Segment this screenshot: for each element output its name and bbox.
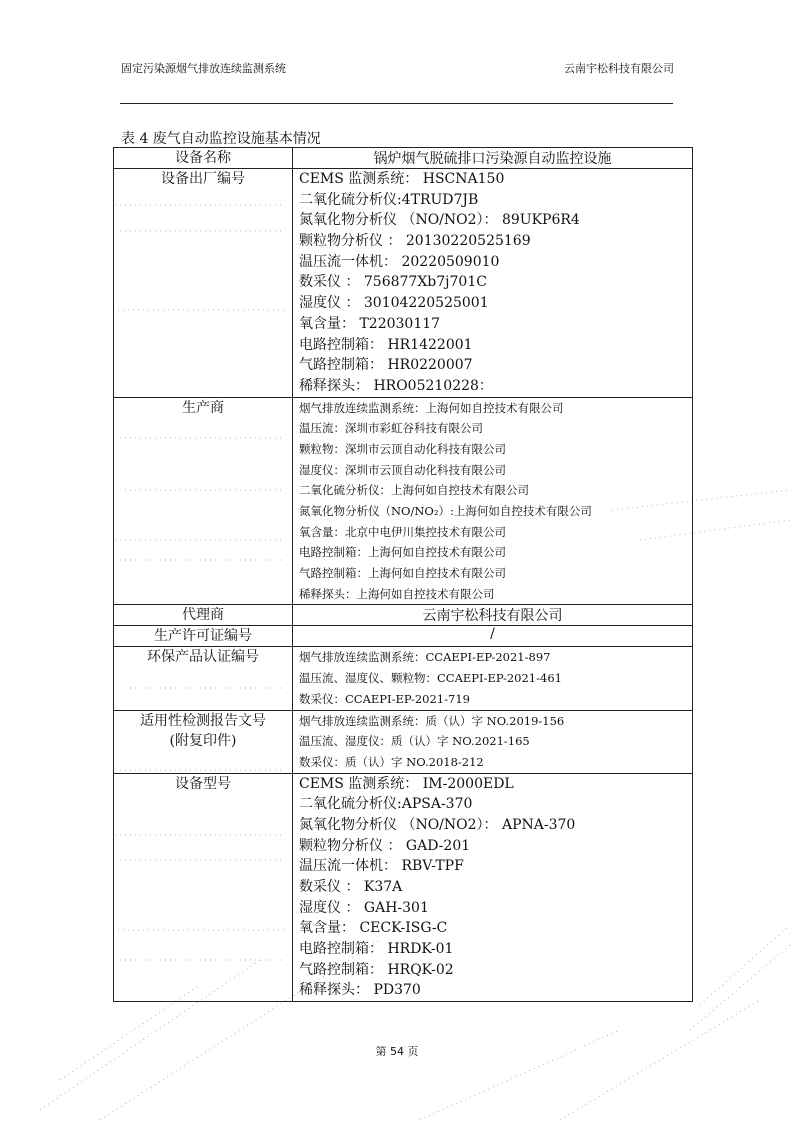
manufacturer-line: 氧含量：北京中电伊川集控技术有限公司 [299, 524, 506, 539]
model-line: 电路控制箱： HRDK-01 [299, 941, 454, 958]
serial-line: 温压流一体机： 20220509010 [299, 253, 500, 270]
label-license: 生产许可证编号 [114, 626, 293, 647]
value-license: / [293, 626, 693, 647]
report-line: 温压流、湿度仪：质（认）字 NO.2021-165 [299, 734, 530, 749]
model-line: 氧含量： CECK-ISG-C [299, 920, 448, 937]
model-line: 颗粒物分析仪 ： GAD-201 [299, 837, 471, 854]
serial-line: 数采仪 ： 756877Xb7j701C [299, 274, 487, 291]
report-line: 数采仪：质（认）字 NO.2018-212 [299, 754, 484, 769]
serial-line: 颗粒物分析仪 ： 20130220525169 [299, 233, 531, 250]
value-report [293, 710, 693, 773]
model-line: 温压流一体机： RBV-TPF [299, 858, 464, 875]
model-line: CEMS 监测系统： IM-2000EDL [299, 775, 514, 792]
label-device-name: 设备名称 [114, 148, 293, 169]
table-caption: 表 4 废气自动监控设施基本情况 [121, 131, 321, 147]
facility-info-table [113, 147, 693, 1002]
label-model: 设备型号 [114, 773, 293, 1002]
manufacturer-line: 烟气排放连续监测系统：上海何如自控技术有限公司 [299, 400, 564, 415]
table-row-manufacturer [114, 397, 693, 605]
manufacturer-line: 颗粒物：深圳市云顶自动化科技有限公司 [299, 441, 506, 456]
value-agent: 云南宇松科技有限公司 [293, 605, 693, 626]
manufacturer-line: 温压流：深圳市彩虹谷科技有限公司 [299, 421, 483, 436]
model-line: 湿度仪 ： GAH-301 [299, 899, 429, 916]
manufacturer-line: 湿度仪：深圳市云顶自动化科技有限公司 [299, 462, 506, 477]
serial-line: 电路控制箱： HR1422001 [299, 336, 473, 353]
table-row-report [114, 710, 693, 773]
header-left-title: 固定污染源烟气排放连续监测系统 [121, 62, 286, 75]
table-row-model [114, 773, 693, 1002]
serial-line: CEMS 监测系统： HSCNA150 [299, 171, 505, 187]
manufacturer-line: 氮氧化物分析仪（NO/NO₂）:上海何如自控技术有限公司 [299, 504, 592, 518]
label-manufacturer: 生产商 [114, 397, 293, 605]
model-line: 气路控制箱： HRQK-02 [299, 961, 454, 978]
serial-line: 氮氧化物分析仪 （NO/NO2）： 89UKP6R4 [299, 212, 580, 229]
table-row-license [114, 626, 693, 647]
table-row-title [114, 148, 693, 169]
manufacturer-line: 电路控制箱：上海何如自控技术有限公司 [299, 545, 506, 560]
cert-line: 数采仪：CCAEPI-EP-2021-719 [299, 691, 470, 706]
serial-line: 氧含量： T22030117 [299, 315, 441, 332]
label-report: 适用性检测报告文号 (附复印件) [114, 710, 293, 773]
value-cert [293, 647, 693, 710]
report-line: 烟气排放连续监测系统：质（认）字 NO.2019-156 [299, 713, 565, 728]
serial-line: 二氧化硫分析仪:4TRUD7JB [299, 191, 479, 208]
manufacturer-line: 气路控制箱：上海何如自控技术有限公司 [299, 566, 506, 581]
serial-line: 湿度仪 ： 30104220525001 [299, 295, 489, 312]
model-line: 数采仪 ： K37A [299, 879, 403, 895]
value-device-name: 锅炉烟气脱硫排口污染源自动监控设施 [293, 148, 693, 169]
cert-line: 烟气排放连续监测系统：CCAEPI-EP-2021-897 [299, 650, 551, 665]
page-number: 第 54 页 [375, 1045, 419, 1058]
manufacturer-line: 稀释探头：上海何如自控技术有限公司 [299, 586, 495, 601]
label-agent: 代理商 [114, 605, 293, 626]
model-line: 稀释探头： PD370 [299, 982, 421, 999]
value-serial [293, 169, 693, 398]
label-serial: 设备出厂编号 [114, 169, 293, 398]
label-cert: 环保产品认证编号 [114, 647, 293, 710]
value-model [293, 773, 693, 1002]
table-row-agent [114, 605, 693, 626]
cert-line: 温压流、湿度仪、颗粒物：CCAEPI-EP-2021-461 [299, 671, 562, 686]
table-row-cert [114, 647, 693, 710]
manufacturer-line: 二氧化硫分析仪：上海何如自控技术有限公司 [299, 483, 529, 498]
serial-line: 气路控制箱： HR0220007 [299, 357, 473, 374]
model-line: 氮氧化物分析仪 （NO/NO2）： APNA-370 [299, 816, 576, 833]
table-row-serial [114, 169, 693, 398]
value-manufacturer [293, 397, 693, 605]
header-right-company: 云南宇松科技有限公司 [564, 62, 674, 75]
serial-line: 稀释探头： HRO05210228： [299, 377, 493, 394]
header-rule [120, 103, 673, 104]
model-line: 二氧化硫分析仪:APSA-370 [299, 796, 473, 813]
